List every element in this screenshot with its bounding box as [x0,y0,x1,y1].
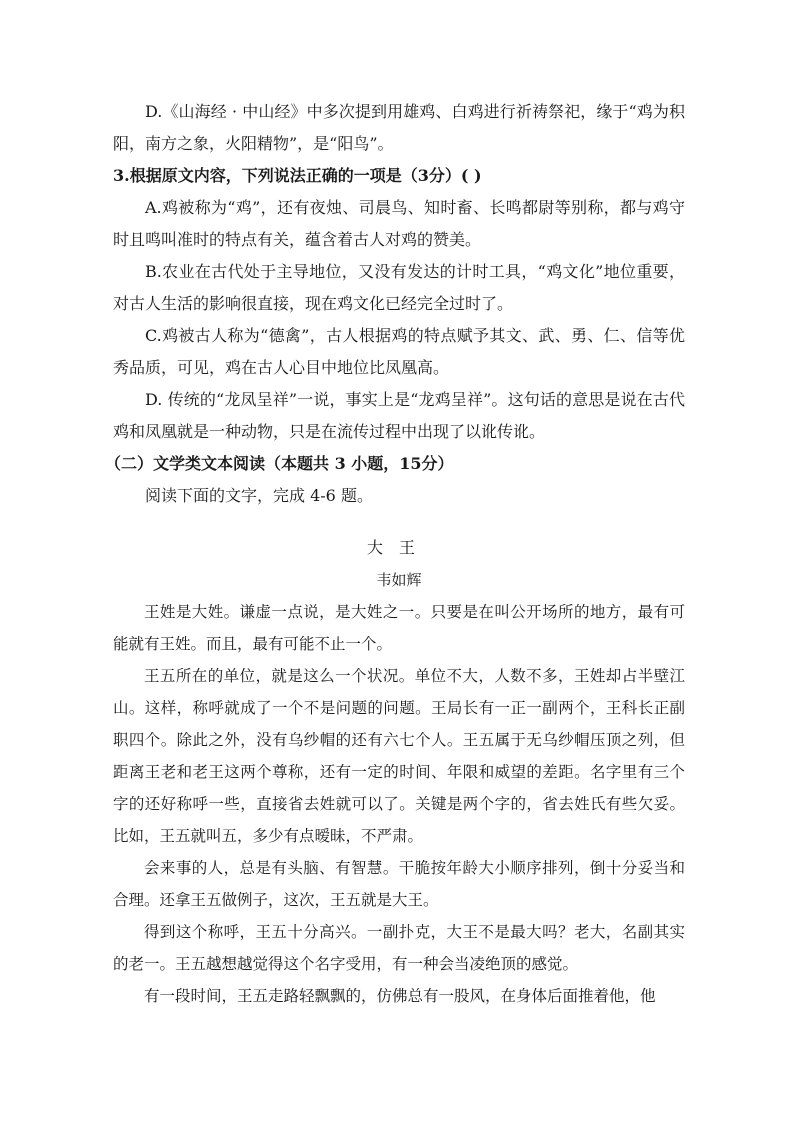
reading-instruction: 阅读下面的文字，完成 4-6 题。 [145,486,373,505]
section-heading-literary: （二）文学类文本阅读（本题共 3 小题，15分） [105,454,454,473]
question-3-stem: 3.根据原文内容，下列说法正确的一项是（3分）( ) [113,166,482,185]
question-3-option-c: C.鸡被古人称为“德禽”，古人根据鸡的特点赋予其文、武、勇、仁、信等优秀品质，可见，鸡在古人心目中地位比凤凰高。 [113,326,685,377]
question-section [105,96,685,512]
story-paragraph: 得到这个称呼，王五十分高兴。一副扑克，大王不是最大吗？老大，名副其实的老一。王五越想越觉得这个名字受用，有一种会当凌绝顶的感觉。 [113,923,685,973]
story-title: 大王 [366,538,431,557]
question-3-option-a: A.鸡被称为“鸡”，还有夜烛、司晨鸟、知时畜、长鸣都尉等别称，都与鸡守时且鸣叫准时的特点有关，蕴含着古人对鸡的赞美。 [113,198,685,249]
story-paragraph: 会来事的人，总是有头脑、有智慧。干脆按年龄大小顺序排列，倒十分妥当和合理。还拿王五做例子，这次，王五就是大王。 [113,859,685,909]
story-author: 韦如辉 [376,571,422,589]
option-d-previous: D.《山海经 · 中山经》中多次提到用雄鸡、白鸡进行祈祷祭祀，缘于“鸡为积阳，南方之象，火阳精物”，是“阳鸟”。 [113,102,685,153]
question-3-option-b: B.农业在古代处于主导地位，又没有发达的计时工具，“鸡文化”地位重要，对古人生活的影响很直接，现在鸡文化已经完全过时了。 [113,262,685,313]
story-paragraph: 有一段时间，王五走路轻飘飘的，仿佛总有一股风，在身体后面推着他，他 [144,987,656,1005]
story-paragraph: 王姓是大姓。谦虚一点说，是大姓之一。只要是在叫公开场所的地方，最有可能就有王姓。而且，最有可能不止一个。 [113,603,685,653]
story-paragraph: 王五所在的单位，就是这么一个状况。单位不大，人数不多，王姓却占半壁江山。这样，称呼就成了一个不是问题的问题。王局长有一正一副两个，王科长正副职四个。除此之外，没有乌纱帽的还有六七个人。王五属于无乌纱帽压顶之列，但距离王老和老王这两个尊称，还有一定的时间、年限和威望的差距。名字里有三个字的还好称呼一些，直接省去姓就可以了。关键是两个字的，省去姓氏有些欠妥。比如，王五就叫五，多少有点暧昧，不严肃。 [113,667,685,845]
question-3-option-d: D. 传统的“龙凤呈祥”一说，事实上是“龙鸡呈祥”。这句话的意思是说在古代鸡和凤凰就是一种动物，只是在流传过程中出现了以讹传讹。 [113,390,685,441]
story-section [113,532,685,1012]
